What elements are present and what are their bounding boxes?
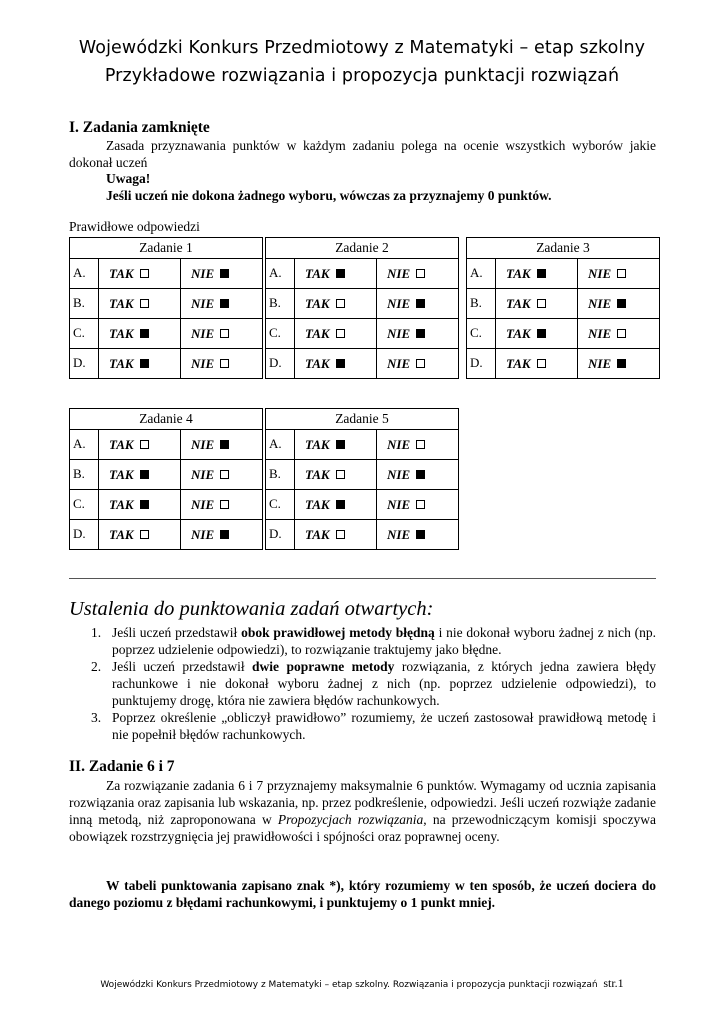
option-label: TAK — [109, 436, 134, 452]
answer-table-title: Zadanie 5 — [266, 409, 459, 430]
option-label: NIE — [387, 436, 411, 452]
empty-box-icon — [140, 530, 149, 539]
option-nie — [377, 520, 459, 550]
empty-box-icon — [416, 359, 425, 368]
answer-row — [467, 289, 660, 319]
answers-caption: Prawidłowe odpowiedzi — [69, 219, 200, 234]
checked-box-icon — [336, 440, 345, 449]
checked-box-icon — [140, 329, 149, 338]
rule-emphasis: dwie poprawne metody — [252, 659, 395, 674]
paragraph-text: Za rozwiązanie zadania 6 i 7 przyznajemy maksymalnie 6 punktów. Wymagamy od ucznia zapisania rozwiązania oraz zapisania lub wskazania, np. przez podkreślenie, odpowiedzi. Jeśli uczeń rozwiąże zadanie inną metodą, niż zaproponowana w — [69, 778, 656, 827]
option-tak — [99, 490, 181, 520]
warning-title: Uwaga! — [106, 171, 151, 186]
option-nie — [377, 319, 459, 349]
option-tak — [99, 460, 181, 490]
option-label: NIE — [387, 496, 411, 512]
option-tak — [295, 289, 377, 319]
option-label: TAK — [109, 295, 134, 311]
empty-box-icon — [140, 299, 149, 308]
answer-row — [266, 319, 459, 349]
empty-box-icon — [416, 269, 425, 278]
option-tak — [295, 349, 377, 379]
rule-number: 1. — [91, 625, 102, 640]
option-label: TAK — [305, 436, 330, 452]
rule-emphasis: obok prawidłowej metody błędną — [241, 625, 435, 640]
answer-row-label: A. — [70, 259, 99, 289]
answer-row — [70, 349, 263, 379]
warning-text: Jeśli uczeń nie dokona żadnego wyboru, wówczas za przyznajemy 0 punktów. — [106, 188, 552, 203]
answer-row — [70, 490, 263, 520]
option-tak — [99, 259, 181, 289]
answer-row — [266, 289, 459, 319]
answer-table — [466, 237, 660, 379]
answer-row-label: A. — [266, 430, 295, 460]
checked-box-icon — [617, 359, 626, 368]
answer-row-label: A. — [266, 259, 295, 289]
checked-box-icon — [220, 299, 229, 308]
footer-text: Wojewódzki Konkurs Przedmiotowy z Matematyki – etap szkolny. Rozwiązania i propozycja punktacji rozwiązań — [100, 980, 598, 990]
option-label: NIE — [191, 325, 215, 341]
document-title: Wojewódzki Konkurs Przedmiotowy z Matematyki – etap szkolny — [78, 38, 646, 58]
option-tak — [99, 289, 181, 319]
empty-box-icon — [140, 440, 149, 449]
answer-row-label: B. — [467, 289, 496, 319]
empty-box-icon — [336, 329, 345, 338]
answer-table-title: Zadanie 4 — [70, 409, 263, 430]
answer-row-label: B. — [70, 460, 99, 490]
scoring-rule — [69, 624, 656, 658]
scoring-rules-list — [69, 624, 656, 743]
option-tak — [496, 289, 578, 319]
option-label: NIE — [387, 526, 411, 542]
answer-row-label: D. — [467, 349, 496, 379]
answer-row-label: D. — [70, 520, 99, 550]
answer-row-label: B. — [70, 289, 99, 319]
answer-row — [70, 430, 263, 460]
option-tak — [496, 349, 578, 379]
answer-table-title: Zadanie 3 — [467, 238, 660, 259]
section-open-heading: II. Zadanie 6 i 7 — [69, 758, 175, 775]
option-label: NIE — [191, 496, 215, 512]
document-subtitle: Przykładowe rozwiązania i propozycja punktacji rozwiązań — [104, 66, 620, 86]
closed-intro-text: Zasada przyznawania punktów w każdym zadaniu polega na ocenie wszystkich wyborów jakie dokonał uczeń — [69, 138, 656, 170]
option-label: TAK — [109, 496, 134, 512]
answer-row-label: B. — [266, 289, 295, 319]
answer-row — [266, 520, 459, 550]
answer-row — [70, 460, 263, 490]
option-tak — [295, 430, 377, 460]
open-tasks-heading: Ustalenia do punktowania zadań otwartych: — [69, 598, 434, 620]
option-tak — [295, 520, 377, 550]
option-label: TAK — [109, 526, 134, 542]
rule-text: Jeśli uczeń przedstawił — [112, 659, 253, 674]
option-label: TAK — [506, 355, 531, 371]
empty-box-icon — [537, 299, 546, 308]
page-number: str.1 — [603, 976, 624, 990]
answer-row-label: D. — [70, 349, 99, 379]
answer-table — [265, 237, 459, 379]
empty-box-icon — [537, 359, 546, 368]
checked-box-icon — [416, 470, 425, 479]
option-tak — [295, 259, 377, 289]
option-tak — [99, 520, 181, 550]
option-label: NIE — [588, 325, 612, 341]
option-nie — [181, 289, 263, 319]
option-tak — [496, 259, 578, 289]
option-nie — [181, 490, 263, 520]
empty-box-icon — [140, 269, 149, 278]
checked-box-icon — [140, 359, 149, 368]
answer-row — [70, 259, 263, 289]
option-label: NIE — [191, 526, 215, 542]
section-divider — [69, 578, 656, 579]
empty-box-icon — [416, 440, 425, 449]
answer-row — [467, 349, 660, 379]
scoring-rule — [69, 709, 656, 743]
answer-table-title: Zadanie 1 — [70, 238, 263, 259]
option-nie — [578, 349, 660, 379]
option-label: NIE — [588, 355, 612, 371]
answer-table-title: Zadanie 2 — [266, 238, 459, 259]
checked-box-icon — [336, 500, 345, 509]
answer-row-label: C. — [70, 319, 99, 349]
option-label: TAK — [109, 265, 134, 281]
empty-box-icon — [617, 269, 626, 278]
answer-row-label: C. — [266, 319, 295, 349]
answer-row — [266, 490, 459, 520]
empty-box-icon — [220, 470, 229, 479]
rule-number: 3. — [91, 710, 102, 725]
option-label: TAK — [305, 526, 330, 542]
checked-box-icon — [140, 470, 149, 479]
option-nie — [578, 259, 660, 289]
empty-box-icon — [617, 329, 626, 338]
scoring-rule — [69, 658, 656, 709]
option-label: TAK — [506, 295, 531, 311]
empty-box-icon — [336, 299, 345, 308]
answer-row — [266, 430, 459, 460]
checked-box-icon — [617, 299, 626, 308]
checked-box-icon — [220, 440, 229, 449]
option-label: TAK — [305, 466, 330, 482]
option-nie — [578, 289, 660, 319]
answer-row-label: D. — [266, 520, 295, 550]
option-label: NIE — [387, 295, 411, 311]
answer-row-label: D. — [266, 349, 295, 379]
option-label: TAK — [506, 325, 531, 341]
checked-box-icon — [537, 269, 546, 278]
option-nie — [181, 460, 263, 490]
option-label: NIE — [387, 325, 411, 341]
answer-row-label: C. — [266, 490, 295, 520]
option-tak — [295, 490, 377, 520]
empty-box-icon — [336, 530, 345, 539]
answer-table — [69, 408, 263, 550]
option-label: NIE — [191, 295, 215, 311]
checked-box-icon — [336, 359, 345, 368]
checked-box-icon — [220, 530, 229, 539]
answer-row-label: C. — [467, 319, 496, 349]
option-label: NIE — [387, 265, 411, 281]
empty-box-icon — [220, 500, 229, 509]
option-nie — [181, 430, 263, 460]
page-footer — [0, 976, 724, 991]
option-nie — [181, 259, 263, 289]
paragraph-text-end: , na przewodniczącym komisji spoczywa obowiązek rozstrzygnięcia jej prawidłowości i spójności oraz poprawnej oceny. — [69, 812, 656, 844]
checked-box-icon — [336, 269, 345, 278]
rule-text-end: rozwiązania, z których jedna zawiera błędy rachunkowe i nie dokonał wyboru żadnej z nich (np. poprzez udzielenie odpowiedzi), to punktujemy drogę, która nie zawiera błędów rachunkowych. — [112, 659, 657, 708]
option-tak — [99, 430, 181, 460]
section-closed-heading: I. Zadania zamknięte — [69, 119, 210, 136]
option-nie — [377, 430, 459, 460]
checked-box-icon — [416, 329, 425, 338]
option-label: NIE — [191, 436, 215, 452]
answer-row — [70, 520, 263, 550]
answer-row — [467, 259, 660, 289]
empty-box-icon — [220, 359, 229, 368]
option-nie — [377, 490, 459, 520]
rule-text-end: i nie dokonał wyboru żadnej z nich (np. poprzez udzielenie odpowiedzi), to rozwiązanie traktujemy jako błędne. — [112, 625, 656, 657]
option-nie — [377, 460, 459, 490]
answer-row-label: A. — [70, 430, 99, 460]
option-label: NIE — [387, 355, 411, 371]
option-label: TAK — [305, 265, 330, 281]
answer-table — [265, 408, 459, 550]
option-label: NIE — [387, 466, 411, 482]
answer-row-label: C. — [70, 490, 99, 520]
option-label: TAK — [305, 295, 330, 311]
option-nie — [181, 319, 263, 349]
checked-box-icon — [416, 530, 425, 539]
option-label: NIE — [588, 265, 612, 281]
option-label: TAK — [305, 496, 330, 512]
answer-row — [266, 460, 459, 490]
option-label: NIE — [191, 355, 215, 371]
option-tak — [295, 460, 377, 490]
answer-row — [70, 319, 263, 349]
option-label: TAK — [109, 355, 134, 371]
answer-row — [467, 319, 660, 349]
option-label: TAK — [305, 325, 330, 341]
option-nie — [377, 259, 459, 289]
option-nie — [377, 289, 459, 319]
option-tak — [496, 319, 578, 349]
checked-box-icon — [140, 500, 149, 509]
option-nie — [181, 349, 263, 379]
checked-box-icon — [220, 269, 229, 278]
checked-box-icon — [537, 329, 546, 338]
paragraph-italic: Propozycjach rozwiązania — [277, 812, 424, 827]
answer-row-label: B. — [266, 460, 295, 490]
answer-row — [266, 349, 459, 379]
answer-row — [70, 289, 263, 319]
option-nie — [181, 520, 263, 550]
answer-row — [266, 259, 459, 289]
checked-box-icon — [416, 299, 425, 308]
rule-number: 2. — [91, 659, 102, 674]
rule-text: Poprzez określenie „obliczył prawidłowo” rozumiemy, że uczeń zastosował prawidłową metodę i nie popełnił błędów rachunkowych. — [112, 710, 656, 742]
option-tak — [99, 319, 181, 349]
option-label: TAK — [305, 355, 330, 371]
option-tak — [99, 349, 181, 379]
option-label: TAK — [506, 265, 531, 281]
option-label: NIE — [191, 466, 215, 482]
empty-box-icon — [220, 329, 229, 338]
note-paragraph: W tabeli punktowania zapisano znak *), który rozumiemy w ten sposób, że uczeń dociera do danego poziomu z błędami rachunkowymi, i punktujemy o 1 punkt mniej. — [69, 878, 656, 910]
empty-box-icon — [336, 470, 345, 479]
open-tasks-paragraph — [69, 777, 656, 845]
option-label: TAK — [109, 466, 134, 482]
option-label: TAK — [109, 325, 134, 341]
option-label: NIE — [191, 265, 215, 281]
option-nie — [377, 349, 459, 379]
answer-table — [69, 237, 263, 379]
option-label: NIE — [588, 295, 612, 311]
empty-box-icon — [416, 500, 425, 509]
rule-text: Jeśli uczeń przedstawił — [112, 625, 242, 640]
answer-row-label: A. — [467, 259, 496, 289]
option-tak — [295, 319, 377, 349]
option-nie — [578, 319, 660, 349]
